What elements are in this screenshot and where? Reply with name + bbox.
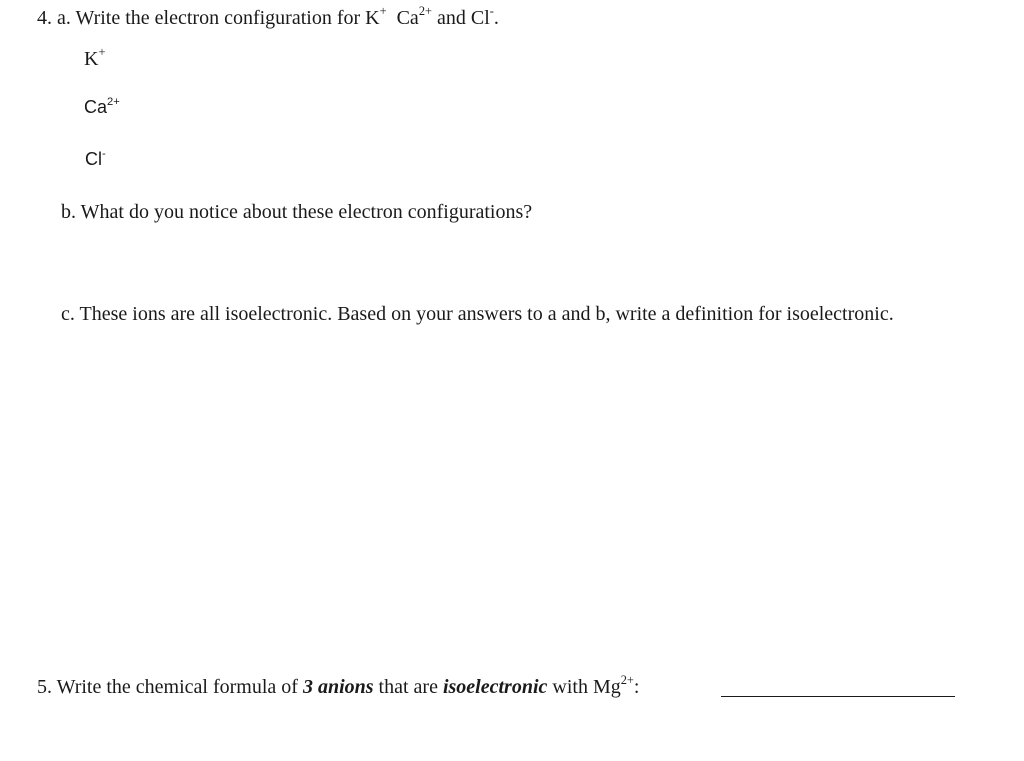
question-4b	[61, 202, 532, 222]
q4a-end: .	[493, 7, 499, 29]
k-charge: +	[379, 4, 387, 19]
ion-charge: -	[102, 147, 106, 160]
q4a-prefix: 4. a. Write the electron configuration for K	[37, 7, 380, 29]
q5-mid: that are	[373, 676, 443, 698]
ion-label-k	[84, 45, 106, 70]
q4a-and-cl: and Cl	[432, 7, 490, 29]
question-5	[37, 673, 640, 698]
mg-charge: 2+	[620, 673, 634, 688]
ca-charge: 2+	[418, 4, 432, 19]
q5-after: with Mg	[547, 676, 621, 698]
ion-label-ca	[84, 95, 120, 117]
answer-blank-line[interactable]	[721, 696, 955, 697]
q5-colon: :	[633, 676, 640, 698]
ion-charge: +	[98, 45, 106, 60]
q4a-ca: Ca	[396, 7, 419, 29]
question-4a	[37, 4, 499, 29]
q5-emphasis-anions: 3 anions	[302, 676, 374, 698]
ion-label-cl	[85, 147, 106, 169]
cl-charge: -	[489, 4, 494, 19]
q4b-text: b. What do you notice about these electron configurations?	[61, 201, 533, 223]
question-4c	[61, 304, 894, 324]
ion-symbol: K	[84, 48, 99, 70]
q5-prefix: 5. Write the chemical formula of	[37, 676, 303, 698]
ion-symbol: Ca	[84, 97, 108, 117]
q4c-text: c. These ions are all isoelectronic. Based on your answers to a and b, write a definition for isoelectronic.	[61, 303, 894, 325]
ion-symbol: Cl	[85, 149, 102, 169]
q5-emphasis-isoelectronic: isoelectronic	[442, 676, 548, 698]
ion-charge: 2+	[107, 95, 120, 108]
